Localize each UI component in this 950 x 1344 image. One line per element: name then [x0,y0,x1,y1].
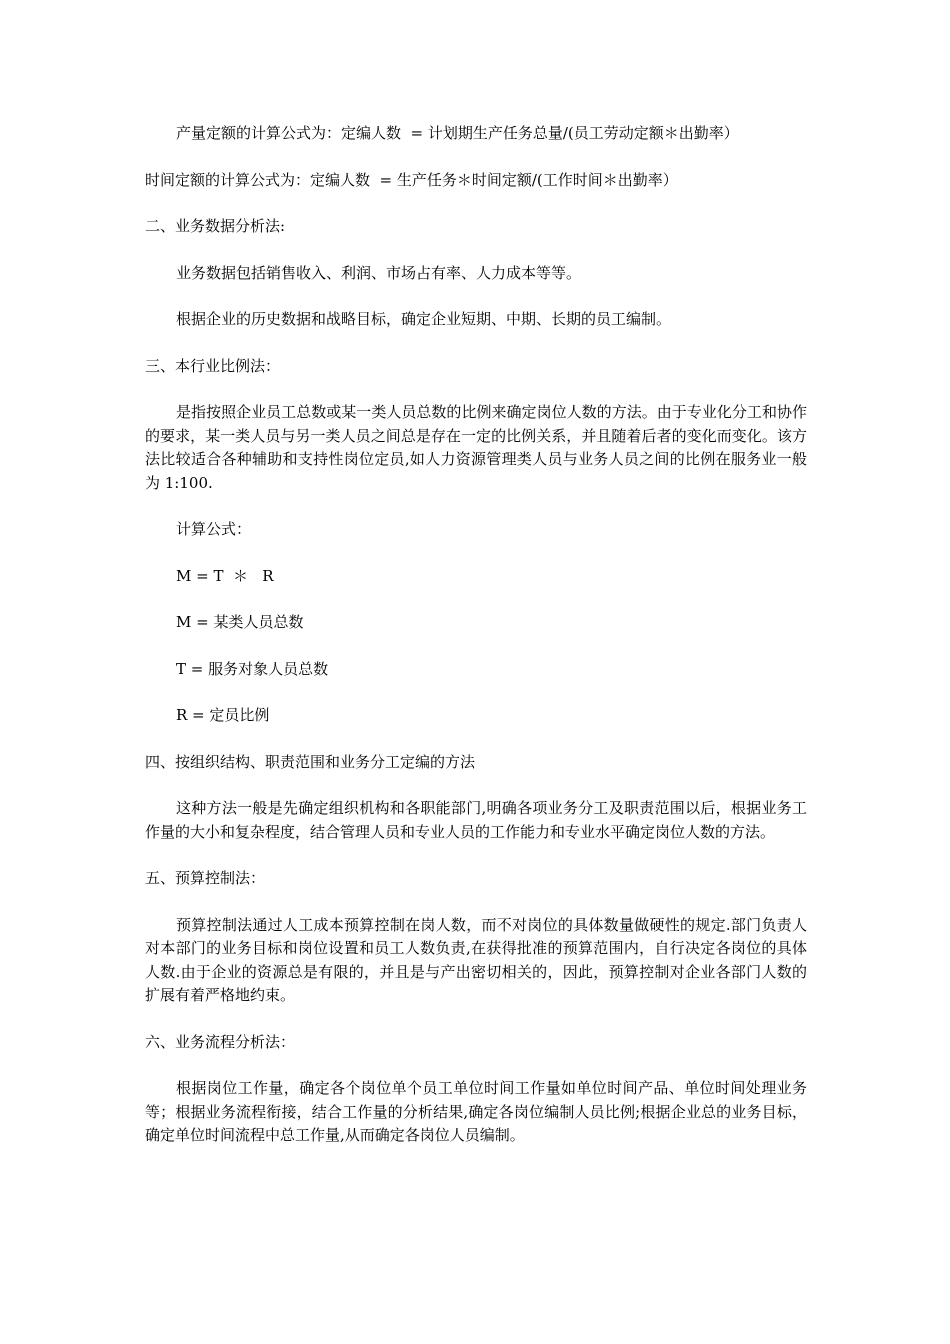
paragraph-industry-ratio: 是指按照企业员工总数或某一类人员总数的比例来确定岗位人数的方法。由于专业化分工和协作的要求，某一类人员与另一类人员之间总是存在一定的比例关系，并且随着后者的变化而变化。该方法比较适合各种辅助和支持性岗位定员,如人力资源管理类人员与业务人员之间的比例在服务业一般为 1:100. [145,403,807,492]
formula-r-definition: R = 定员比例 [176,706,270,724]
document-page [145,122,807,1148]
heading-process-analysis: 六、业务流程分析法： [145,1032,296,1051]
paragraph-formula-label: 计算公式： [176,520,252,538]
paragraph-budget-control: 预算控制法通过人工成本预算控制在岗人数，而不对岗位的具体数量做硬性的规定.部门负责人对本部门的业务目标和岗位设置和员工人数负责,在获得批准的预算范围内，自行决定各岗位的具体人数.由于企业的资源总是有限的，并且是与产出密切相关的，因此，预算控制对企业各部门人数的扩展有着严格地约束。 [145,915,807,1004]
heading-industry-ratio: 三、本行业比例法： [145,356,281,375]
heading-business-data-analysis: 二、业务数据分析法: [145,217,286,235]
paragraph-org-structure: 这种方法一般是先确定组织机构和各职能部门,明确各项业务分工及职责范围以后，根据业务工作量的大小和复杂程度，结合管理人员和专业人员的工作能力和专业水平确定岗位人数的方法。 [145,799,807,841]
heading-org-structure: 四、按组织结构、职责范围和业务分工定编的方法 [145,752,476,771]
paragraph-historical-data: 根据企业的历史数据和战略目标，确定企业短期、中期、长期的员工编制。 [176,310,672,328]
heading-budget-control: 五、预算控制法： [145,869,266,887]
paragraph-output-quota-formula: 产量定额的计算公式为：定编人数 = 计划期生产任务总量/(员工劳动定额＊出勤率） [176,124,739,142]
formula-m-definition: M = 某类人员总数 [176,613,304,631]
paragraph-business-data: 业务数据包括销售收入、利润、市场占有率、人力成本等等。 [176,263,582,282]
formula-m-equals: M = T ＊ R [176,566,274,585]
paragraph-process-analysis: 根据岗位工作量，确定各个岗位单个员工单位时间工作量如单位时间产品、单位时间处理业务等；根据业务流程衔接，结合工作量的分析结果,确定各岗位编制人员比例;根据企业总的业务目标，确定单位时间流程中总工作量,从而确定各岗位人员编制。 [145,1079,807,1144]
paragraph-time-quota-formula: 时间定额的计算公式为：定编人数 = 生产任务＊时间定额/(工作时间＊出勤率） [145,170,678,189]
formula-t-definition: T = 服务对象人员总数 [176,659,329,678]
